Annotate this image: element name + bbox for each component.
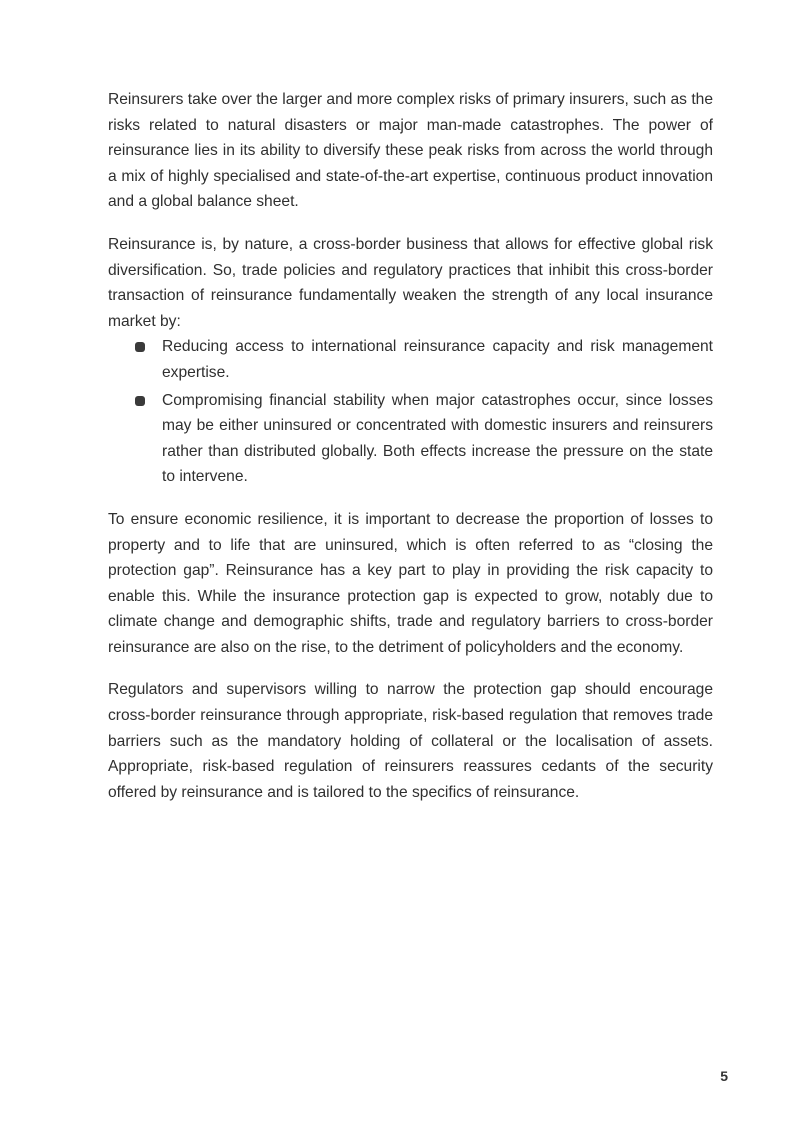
bullet-item	[162, 388, 713, 490]
bullet-list	[108, 334, 713, 490]
paragraph: Reinsurance is, by nature, a cross-border business that allows for effective global risk diversification. So, trade policies and regulatory practices that inhibit this cross-border transaction of reinsurance fundamentally weaken the strength of any local insurance market by:	[108, 235, 713, 330]
bullet-text: Compromising financial stability when major catastrophes occur, since losses may be either uninsured or concentrated with domestic insurers and reinsurers rather than distributed globally. Both effects increase the pressure on the state to intervene.	[162, 391, 713, 486]
paragraph: Regulators and supervisors willing to narrow the protection gap should encourage cross-border reinsurance through appropriate, risk-based regulation that removes trade barriers such as the mandatory holding of collateral or the localisation of assets. Appropriate, risk-based regulation of reinsurers reassures cedants of the security offered by reinsurance and is tailored to the specifics of reinsurance.	[108, 681, 713, 801]
body-text	[108, 87, 713, 822]
bullet-icon	[135, 342, 145, 352]
paragraph: To ensure economic resilience, it is important to decrease the proportion of losses to property and to life that are uninsured, which is often referred to as “closing the protection gap”. Reinsurance has a key part to play in providing the risk capacity to enable this. While the insurance protection gap is expected to grow, notably due to climate change and demographic shifts, trade and regulatory barriers to cross-border reinsurance are also on the rise, to the detriment of policyholders and the economy.	[108, 510, 713, 656]
bullet-text: Reducing access to international reinsurance capacity and risk management expertise.	[162, 338, 713, 381]
bullet-item	[162, 334, 713, 385]
paragraph: Reinsurers take over the larger and more complex risks of primary insurers, such as the risks related to natural disasters or major man-made catastrophes. The power of reinsurance lies in its ability to diversify these peak risks from across the world through a mix of highly specialised and state-of-the-art expertise, continuous product innovation and a global balance sheet.	[108, 91, 713, 211]
bullet-icon	[135, 396, 145, 406]
page-number: 5	[720, 1068, 728, 1084]
